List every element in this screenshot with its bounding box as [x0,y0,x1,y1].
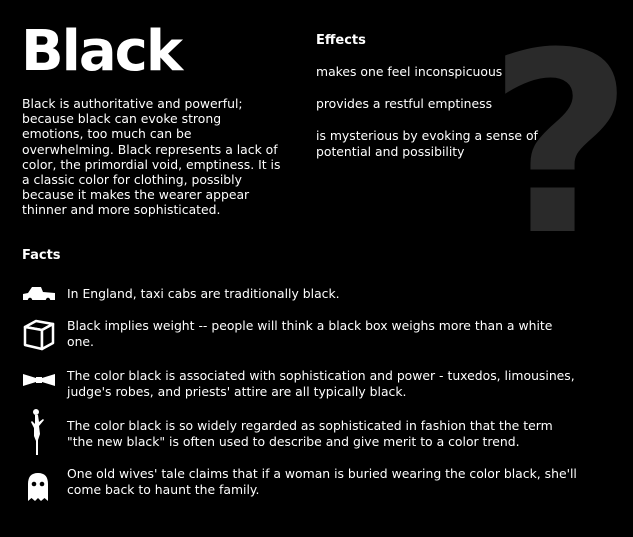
effect-item: provides a restful emptiness [316,96,493,111]
bow-tie-icon [22,370,56,390]
effects-heading: Effects [316,33,366,48]
intro-paragraph: Black is authoritative and powerful; because black can evoke strong emotions, too much can be overwhelming. Black represents a lack of color, the primordial void, emptiness. It is a classic color for clothing, possibly because it makes the wearer appear thinner and more sophisticated. [22,96,281,218]
fact-text: Black implies weight -- people will think a black box weighs more than a white one. [67,318,553,349]
question-mark-decoration: ? [488,0,633,290]
fact-text: One old wives' tale claims that if a woman is buried wearing the color black, she'll come back to haunt the family. [67,466,577,497]
box-icon [22,318,56,352]
page-title: Black [21,19,182,84]
effect-item: makes one feel inconspicuous [316,64,503,79]
fact-text: The color black is so widely regarded as sophisticated in fashion that the term "the new black" is often used to describe and give merit to a color trend. [67,418,553,449]
facts-heading: Facts [22,248,61,263]
fact-text: In England, taxi cabs are traditionally black. [67,286,340,301]
fact-text: The color black is associated with sophistication and power - tuxedos, limousines, judge's robes, and priests' attire are all typically black. [67,368,575,399]
effect-item: is mysterious by evoking a sense of potential and possibility [316,128,538,159]
ghost-icon [22,470,56,504]
effects-list [316,64,566,176]
taxi-cab-icon [22,284,56,304]
fashion-model-icon [22,408,56,458]
